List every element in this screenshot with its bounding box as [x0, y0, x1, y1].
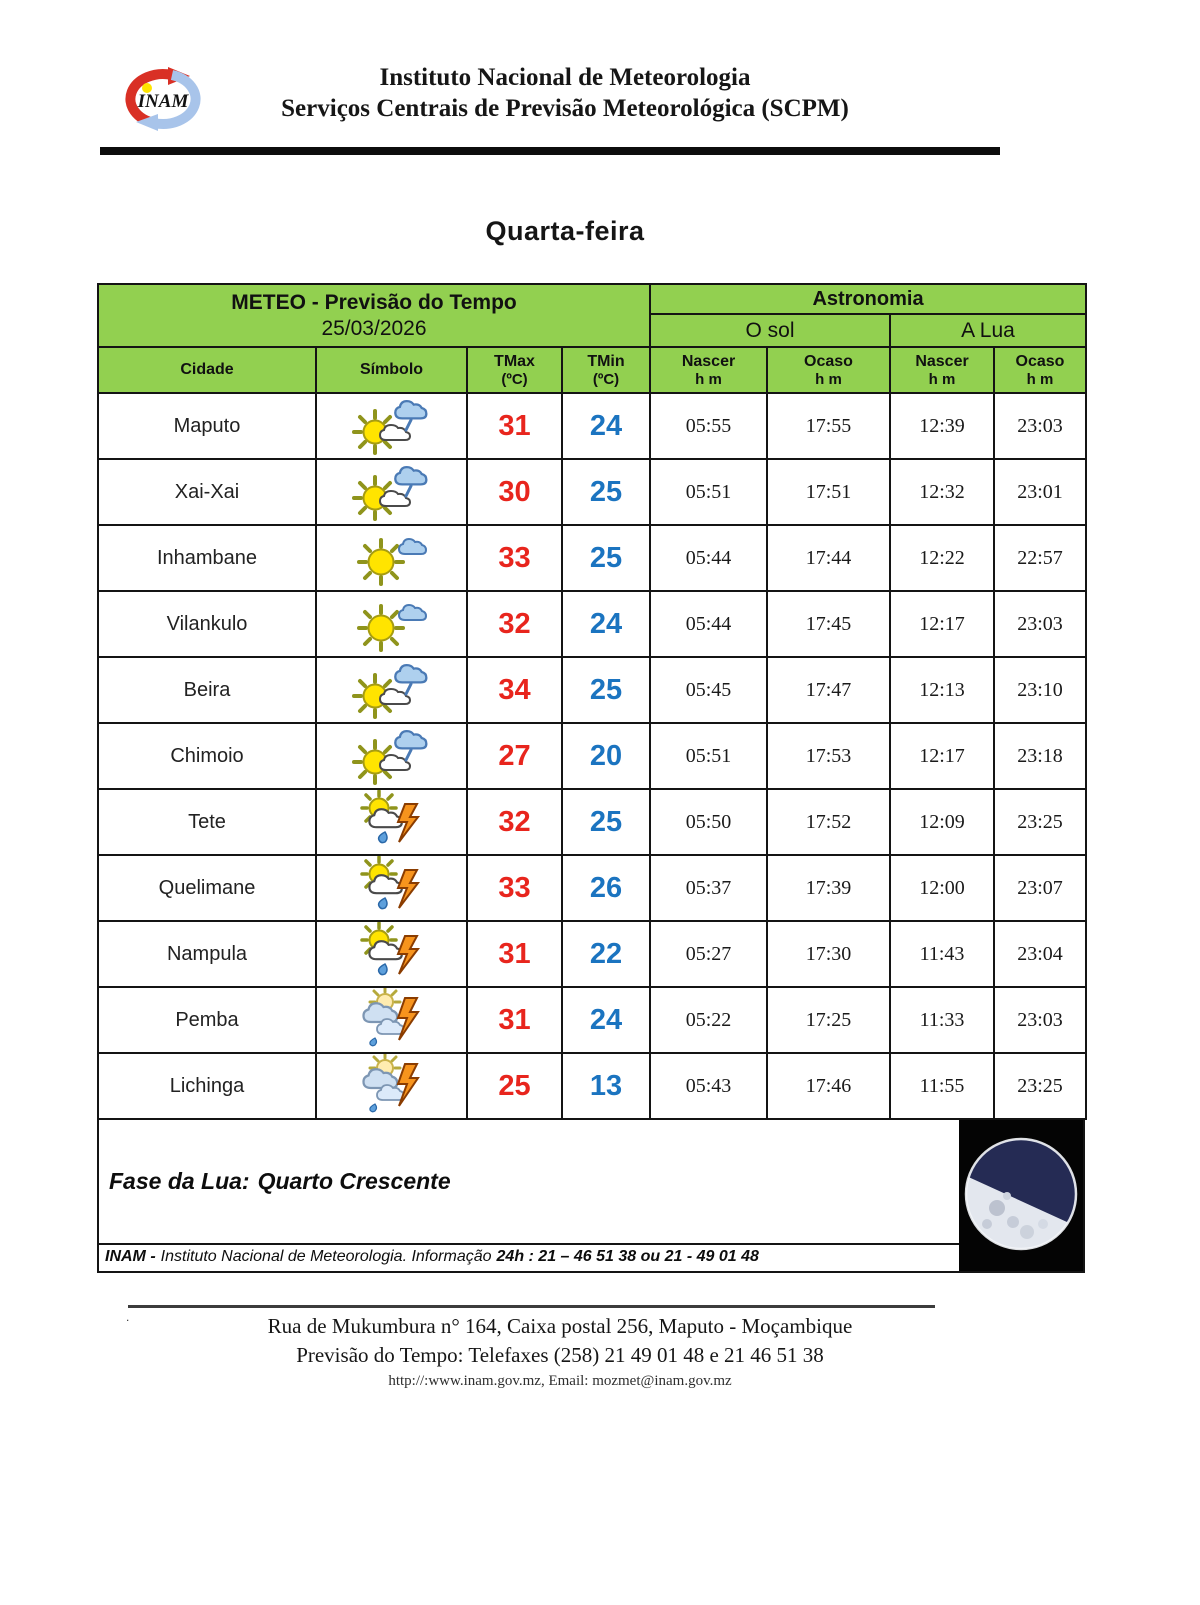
moon-rise-cell: 12:13: [890, 657, 994, 723]
tmin-cell: 20: [562, 723, 650, 789]
symbol-cell: [316, 393, 467, 459]
sun-rise-cell: 05:44: [650, 591, 767, 657]
table-row: [98, 723, 1086, 789]
org-service: Serviços Centrais de Previsão Meteorológica (SCPM): [281, 95, 849, 122]
moon-phase-row: [99, 1120, 959, 1243]
footer-mark: .: [126, 1310, 130, 1324]
col-header-moon-nascer: Nascer h m: [890, 347, 994, 393]
inam-logo-text: INAM: [137, 91, 189, 112]
tmin-cell: 25: [562, 525, 650, 591]
table-row: [98, 393, 1086, 459]
city-cell: Maputo: [98, 393, 316, 459]
footer-web: http://:www.inam.gov.mz, Email: mozmet@inam.gov.mz: [388, 1373, 732, 1389]
city-cell: Tete: [98, 789, 316, 855]
moon-rise-cell: 12:17: [890, 723, 994, 789]
sun-set-cell: 17:30: [767, 921, 890, 987]
tmax-cell: 25: [467, 1053, 562, 1119]
sun-rain-icon: [349, 658, 435, 722]
sun-set-cell: 17:55: [767, 393, 890, 459]
header-divider: [100, 147, 1000, 155]
sun-section-header: O sol: [650, 314, 890, 347]
sun-set-cell: 17:53: [767, 723, 890, 789]
sun-storm-icon: [349, 790, 435, 854]
tmax-cell: 31: [467, 987, 562, 1053]
table-row: [98, 987, 1086, 1053]
moon-set-cell: 22:57: [994, 525, 1086, 591]
sun-set-cell: 17:39: [767, 855, 890, 921]
forecast-table: [97, 283, 1085, 1273]
meteo-title: METEO - Previsão do Tempo: [231, 290, 517, 314]
col-header-sun-nascer: Nascer h m: [650, 347, 767, 393]
moon-rise-cell: 11:55: [890, 1053, 994, 1119]
tmax-cell: 32: [467, 591, 562, 657]
city-cell: Nampula: [98, 921, 316, 987]
moon-phase-value: Quarto Crescente: [257, 1168, 451, 1194]
col-header-sun-ocaso: Ocaso h m: [767, 347, 890, 393]
tmin-cell: 26: [562, 855, 650, 921]
table-row: [98, 657, 1086, 723]
inam-phones: 24h : 21 – 46 51 38 ou 21 - 49 01 48: [496, 1248, 759, 1265]
sun-set-cell: 17:51: [767, 459, 890, 525]
col-header-tmin: TMin (ºC): [562, 347, 650, 393]
symbol-cell: [316, 987, 467, 1053]
tmax-cell: 32: [467, 789, 562, 855]
symbol-cell: [316, 855, 467, 921]
table-bottom-section: [97, 1120, 1085, 1273]
moon-set-cell: 23:25: [994, 789, 1086, 855]
sun-set-cell: 17:52: [767, 789, 890, 855]
tmin-cell: 25: [562, 789, 650, 855]
moon-set-cell: 23:01: [994, 459, 1086, 525]
sun-storm-icon: [349, 856, 435, 920]
city-cell: Pemba: [98, 987, 316, 1053]
sun-rise-cell: 05:51: [650, 459, 767, 525]
symbol-cell: [316, 591, 467, 657]
symbol-cell: [316, 657, 467, 723]
moon-rise-cell: 12:39: [890, 393, 994, 459]
sun-rain-icon: [349, 724, 435, 788]
table-row: [98, 459, 1086, 525]
cloud-storm-icon: [349, 988, 435, 1052]
sun-rise-cell: 05:43: [650, 1053, 767, 1119]
table-row: [98, 525, 1086, 591]
col-header-tmax: TMax (ºC): [467, 347, 562, 393]
moon-section-header: A Lua: [890, 314, 1086, 347]
sun-rise-cell: 05:44: [650, 525, 767, 591]
sun-cloud-icon: [349, 526, 435, 590]
footer-divider: [128, 1305, 935, 1308]
symbol-cell: [316, 789, 467, 855]
meteo-header-cell: [98, 284, 650, 347]
table-row: [98, 1053, 1086, 1119]
tmin-cell: 24: [562, 987, 650, 1053]
city-cell: Vilankulo: [98, 591, 316, 657]
tmax-cell: 33: [467, 855, 562, 921]
tmax-cell: 27: [467, 723, 562, 789]
org-header: [0, 62, 1130, 124]
sun-set-cell: 17:25: [767, 987, 890, 1053]
moon-rise-cell: 11:43: [890, 921, 994, 987]
symbol-cell: [316, 921, 467, 987]
tmin-cell: 24: [562, 393, 650, 459]
sun-rise-cell: 05:50: [650, 789, 767, 855]
sun-set-cell: 17:47: [767, 657, 890, 723]
col-header-cidade: Cidade: [98, 347, 316, 393]
symbol-cell: [316, 459, 467, 525]
moon-phase-image: [959, 1120, 1083, 1271]
cloud-storm-icon: [349, 1054, 435, 1118]
moon-set-cell: 23:18: [994, 723, 1086, 789]
sun-rise-cell: 05:37: [650, 855, 767, 921]
table-row: [98, 855, 1086, 921]
sun-set-cell: 17:45: [767, 591, 890, 657]
moon-set-cell: 23:10: [994, 657, 1086, 723]
moon-set-cell: 23:03: [994, 987, 1086, 1053]
sun-storm-icon: [349, 922, 435, 986]
sun-set-cell: 17:46: [767, 1053, 890, 1119]
moon-set-cell: 23:03: [994, 591, 1086, 657]
moon-set-cell: 23:07: [994, 855, 1086, 921]
city-cell: Chimoio: [98, 723, 316, 789]
tmax-cell: 34: [467, 657, 562, 723]
sun-rain-icon: [349, 394, 435, 458]
moon-rise-cell: 12:32: [890, 459, 994, 525]
symbol-cell: [316, 723, 467, 789]
col-header-moon-ocaso: Ocaso h m: [994, 347, 1086, 393]
tmin-cell: 25: [562, 459, 650, 525]
tmax-cell: 31: [467, 921, 562, 987]
footer-phone: Previsão do Tempo: Telefaxes (258) 21 49 01 48 e 21 46 51 38: [296, 1343, 824, 1367]
forecast-date: 25/03/2026: [321, 316, 427, 340]
symbol-cell: [316, 1053, 467, 1119]
sun-rise-cell: 05:51: [650, 723, 767, 789]
sun-rise-cell: 05:22: [650, 987, 767, 1053]
tmax-cell: 30: [467, 459, 562, 525]
table-row: [98, 921, 1086, 987]
city-cell: Beira: [98, 657, 316, 723]
city-cell: Quelimane: [98, 855, 316, 921]
tmax-cell: 31: [467, 393, 562, 459]
sun-rain-icon: [349, 460, 435, 524]
astronomia-header: Astronomia: [650, 284, 1086, 314]
moon-set-cell: 23:25: [994, 1053, 1086, 1119]
inam-info-strip: [99, 1243, 959, 1269]
sun-set-cell: 17:44: [767, 525, 890, 591]
sun-rise-cell: 05:45: [650, 657, 767, 723]
sun-cloud-icon: [349, 592, 435, 656]
tmin-cell: 24: [562, 591, 650, 657]
city-cell: Inhambane: [98, 525, 316, 591]
col-header-simbolo: Símbolo: [316, 347, 467, 393]
moon-phase-label: Fase da Lua:: [109, 1168, 250, 1194]
sun-rise-cell: 05:27: [650, 921, 767, 987]
table-row: [98, 789, 1086, 855]
inam-prefix: INAM -: [105, 1248, 156, 1265]
inam-middle: Instituto Nacional de Meteorologia. Informação: [160, 1248, 492, 1265]
moon-rise-cell: 12:22: [890, 525, 994, 591]
footer: [130, 1312, 990, 1392]
moon-rise-cell: 11:33: [890, 987, 994, 1053]
moon-rise-cell: 12:09: [890, 789, 994, 855]
sun-rise-cell: 05:55: [650, 393, 767, 459]
city-cell: Lichinga: [98, 1053, 316, 1119]
table-row: [98, 591, 1086, 657]
moon-rise-cell: 12:00: [890, 855, 994, 921]
moon-set-cell: 23:04: [994, 921, 1086, 987]
day-title: Quarta-feira: [485, 216, 645, 246]
tmin-cell: 22: [562, 921, 650, 987]
footer-address: Rua de Mukumbura n° 164, Caixa postal 256, Maputo - Moçambique: [267, 1314, 853, 1338]
tmin-cell: 25: [562, 657, 650, 723]
moon-rise-cell: 12:17: [890, 591, 994, 657]
tmax-cell: 33: [467, 525, 562, 591]
forecast-rows: [98, 393, 1086, 1119]
tmin-cell: 13: [562, 1053, 650, 1119]
moon-set-cell: 23:03: [994, 393, 1086, 459]
symbol-cell: [316, 525, 467, 591]
city-cell: Xai-Xai: [98, 459, 316, 525]
org-name: Instituto Nacional de Meteorologia: [379, 64, 751, 91]
